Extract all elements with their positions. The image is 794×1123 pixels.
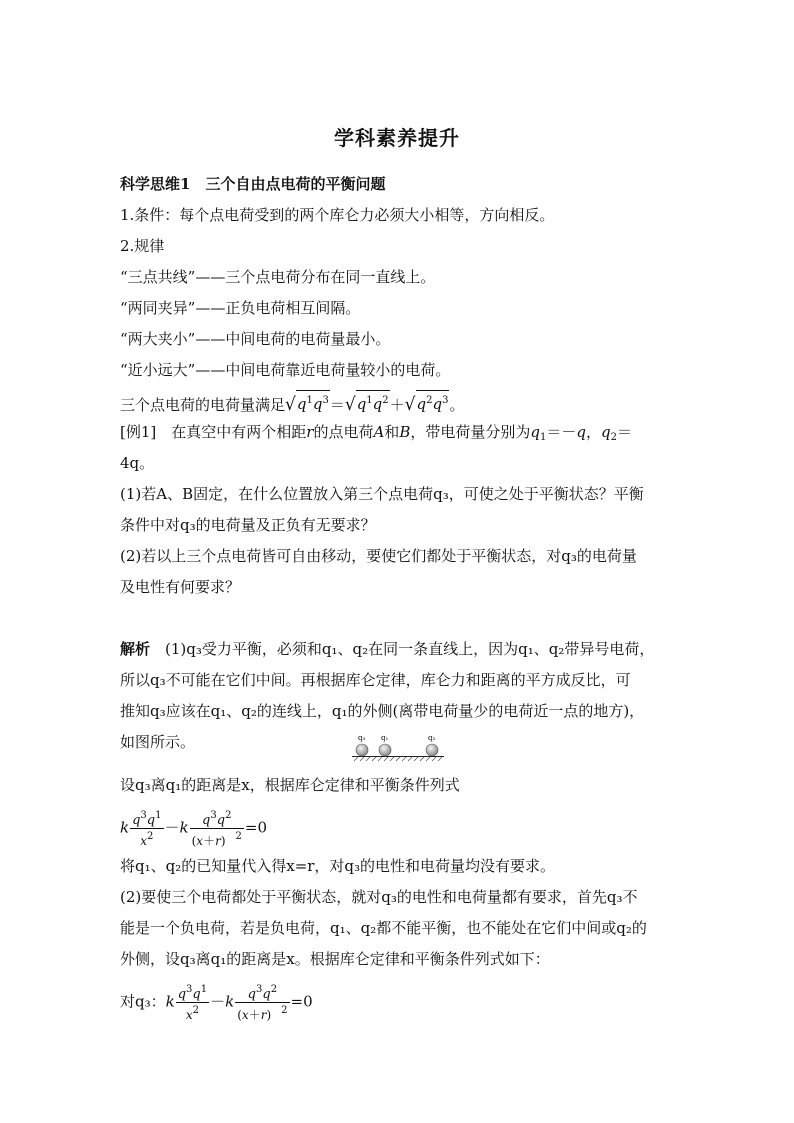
- figure-label-q1: q₁: [381, 734, 389, 742]
- equation-2: 对q₃：k $\frac{q^3q^1}{x^2}$ －k $\frac{q^3q^2}{(x+r) ^2}$ =0: [120, 984, 313, 1022]
- part2-line: 外侧，设q₃离q₁的距离是x。根据库仑定律和平衡条件列式如下：: [120, 950, 550, 968]
- question-1: (1)若A、B固定，在什么位置放入第三个点电荷q₃，可使之处于平衡状态？平衡: [120, 485, 644, 503]
- solution-line: 推知q₃应该在q₁、q₂的连线上，q₁的外侧(离带电荷量少的电荷近一点的地方)，: [120, 702, 645, 720]
- charge-ball-q3: [356, 744, 368, 756]
- solution-line: 如图所示。: [120, 733, 196, 751]
- solution-text: (1)q₃受力平衡，必须和q₁、q₂在同一条直线上，因为q₁、q₂带异号电荷，: [150, 640, 655, 658]
- rule-item: “两同夹异”——正负电荷相互间隔。: [120, 299, 361, 317]
- charge-ball-q2: [426, 744, 438, 756]
- example-line-1: [例1] 在真空中有两个相距r的点电荷A和B，带电荷量分别为$q_1=-q$，$q_2=$: [120, 423, 632, 443]
- equation-rhs: =0: [290, 992, 313, 1011]
- solution-line: 所以q₃不可能在它们中间。再根据库仑定律，库仑力和距离的平方成反比，可: [120, 671, 631, 689]
- question-2-cont: 及电性有何要求？: [120, 578, 241, 596]
- question-2: (2)若以上三个点电荷皆可自由移动，要使它们都处于平衡状态，对q₃的电荷量: [120, 547, 637, 565]
- section-heading: 科学思维1 三个自由点电荷的平衡问题: [120, 175, 386, 193]
- part2-line: 能是一个负电荷，若是负电荷，q₁、q₂都不能平衡，也不能处在它们中间或q₂的: [120, 919, 647, 937]
- example-label: [例1]: [120, 423, 157, 441]
- example-line-2: 4q。: [120, 454, 155, 472]
- example-text: ，带电荷量分别为: [410, 423, 531, 441]
- condition-text: 1.条件：每个点电荷受到的两个库仑力必须大小相等，方向相反。: [120, 206, 555, 224]
- relation-prefix: 三个点电荷的电荷量满足: [120, 396, 286, 414]
- solution-line: [120, 639, 654, 659]
- page-title: 学科素养提升: [334, 126, 460, 150]
- charge-relation: 三个点电荷的电荷量满足$√q^1q^3=√q^1q^2+√q^2q^3$。: [120, 391, 465, 415]
- charge-ball-q1: [379, 744, 391, 756]
- equation-rhs: =0: [244, 818, 268, 837]
- setup-text: 设q₃离q₁的距离是x，根据库仑定律和平衡条件列式: [120, 776, 460, 794]
- rule-item: “近小远大”——中间电荷靠近电荷量较小的电荷。: [120, 361, 451, 379]
- rule-item: “两大夹小”——中间电荷的电荷量最小。: [120, 330, 391, 348]
- solution-label: 解析: [120, 640, 151, 658]
- figure-label-q2: q₂: [428, 734, 436, 742]
- substitution-text: 将q₁、q₂的已知量代入得x=r，对q₃的电性和电荷量均没有要求。: [120, 857, 556, 875]
- charge-figure: [350, 732, 446, 764]
- example-text: 的点电荷: [313, 423, 374, 441]
- equation-1: k $\frac{q^3q^1}{x^2}$ －k $\frac{q^3q^2}{(x+r) ^2}$ =0: [120, 810, 268, 848]
- part2-line: (2)要使三个电荷都处于平衡状态，就对q₃的电性和电荷量都有要求，首先q₃不: [120, 888, 638, 906]
- figure-label-q3: q₃: [358, 734, 366, 742]
- rule-heading: 2.规律: [120, 237, 165, 255]
- example-text: 在真空中有两个相距: [156, 423, 307, 441]
- equation-prefix: 对q₃：: [120, 992, 166, 1011]
- ground-hatch: [354, 757, 442, 761]
- question-1-cont: 条件中对q₃的电荷量及正负有无要求？: [120, 516, 376, 534]
- example-text: 和: [384, 423, 400, 441]
- rule-item: “三点共线”——三个点电荷分布在同一直线上。: [120, 268, 436, 286]
